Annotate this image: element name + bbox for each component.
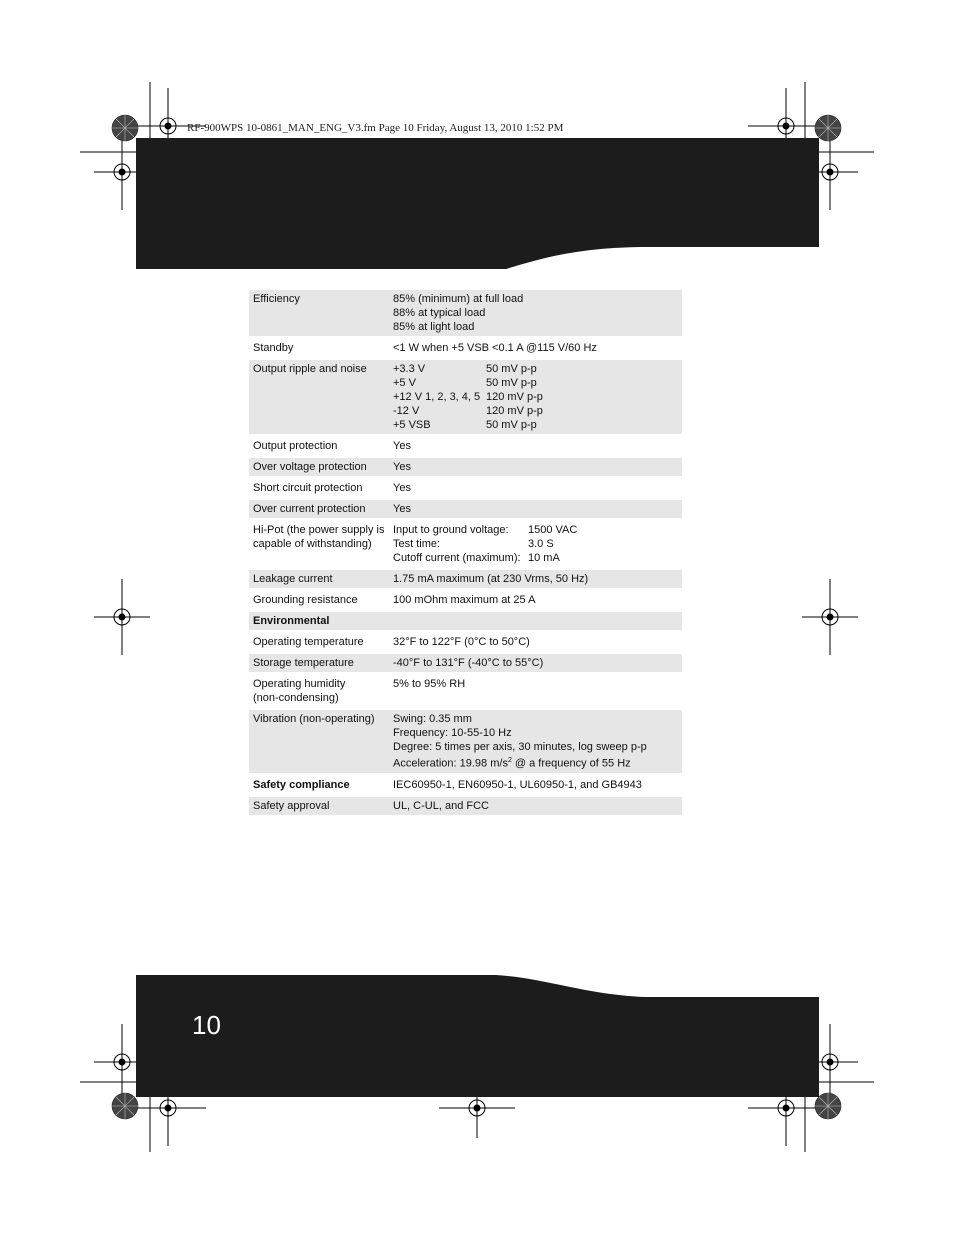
spec-value: Yes xyxy=(393,440,411,452)
spec-row-hipot xyxy=(249,521,682,567)
spec-value xyxy=(389,360,682,434)
spec-label: Safety approval xyxy=(249,797,389,815)
rail: +12 V 1, 2, 3, 4, 5 xyxy=(393,391,481,403)
spec-row-output-protection xyxy=(249,437,682,455)
spec-label: Over voltage protection xyxy=(249,458,389,476)
ripple-row xyxy=(393,404,678,418)
hipot-row xyxy=(393,523,678,537)
header-band xyxy=(136,138,819,269)
ripple-row xyxy=(393,376,678,390)
spec-row-leakage xyxy=(249,570,682,588)
ripple-row xyxy=(393,362,678,376)
spec-label: Operating temperature xyxy=(253,636,364,648)
rail-value: 50 mV p-p xyxy=(486,419,537,431)
hipot-value: 10 mA xyxy=(528,552,560,564)
spec-row-efficiency xyxy=(249,290,682,336)
spec-label: Efficiency xyxy=(249,290,389,336)
spec-row-grounding xyxy=(249,591,682,609)
spec-value: Yes xyxy=(389,500,682,518)
spec-row-vibration xyxy=(249,710,682,773)
spec-value xyxy=(389,612,682,630)
rail: +5 V xyxy=(393,377,416,389)
hipot-row xyxy=(393,551,678,565)
accel-prefix: Acceleration: 19.98 m/s xyxy=(393,757,508,770)
spec-line: Swing: 0.35 mm xyxy=(393,713,472,725)
spec-value xyxy=(389,290,682,336)
accel-superscript: 2 xyxy=(507,757,512,764)
specifications-table xyxy=(249,287,682,818)
spec-value: IEC60950-1, EN60950-1, UL60950-1, and GB4943 xyxy=(393,778,642,791)
spec-line: 85% at light load xyxy=(393,321,475,333)
spec-label xyxy=(249,521,389,567)
hipot-row xyxy=(393,537,678,551)
spec-label-line: Operating humidity xyxy=(253,678,346,690)
spec-value: UL, C-UL, and FCC xyxy=(389,797,682,815)
spec-label xyxy=(249,675,389,707)
spec-value: Yes xyxy=(393,482,411,494)
spec-line: 85% (minimum) at full load xyxy=(393,293,524,305)
spec-row-over-voltage xyxy=(249,458,682,476)
spec-value: 1.75 mA maximum (at 230 Vrms, 50 Hz) xyxy=(389,570,682,588)
footer-band xyxy=(136,975,819,1097)
spec-label: Output ripple and noise xyxy=(249,360,389,434)
ripple-row xyxy=(393,390,678,404)
spec-label-line: capable of withstanding) xyxy=(253,538,372,550)
accel-suffix: @ a frequency of 55 Hz xyxy=(511,757,631,770)
section-heading: Environmental xyxy=(249,612,389,630)
rail-value: 120 mV p-p xyxy=(486,391,543,403)
hipot-value: 1500 VAC xyxy=(528,524,578,536)
spec-value xyxy=(389,710,682,773)
spec-value xyxy=(389,521,682,567)
spec-label: Short circuit protection xyxy=(253,482,363,494)
spec-row-storage-temperature xyxy=(249,654,682,672)
hipot-name: Test time: xyxy=(393,538,441,550)
rail: +5 VSB xyxy=(393,419,431,431)
spec-row-safety-approval xyxy=(249,797,682,815)
spec-row-standby xyxy=(249,339,682,357)
spec-label: Vibration (non-operating) xyxy=(249,710,389,773)
rail-value: 50 mV p-p xyxy=(486,377,537,389)
spec-row-short-circuit xyxy=(249,479,682,497)
spec-value: Yes xyxy=(389,458,682,476)
spec-label: Standby xyxy=(253,342,294,354)
section-heading-environmental xyxy=(249,612,682,630)
rail-value: 50 mV p-p xyxy=(486,363,537,375)
spec-label-line: Hi-Pot (the power supply is xyxy=(253,524,385,536)
spec-row-safety-compliance xyxy=(249,776,682,794)
spec-line: 88% at typical load xyxy=(393,307,486,319)
spec-row-operating-temperature xyxy=(249,633,682,651)
rail: +3.3 V xyxy=(393,363,426,375)
spec-value: 100 mOhm maximum at 25 A xyxy=(393,594,536,606)
spec-label: Leakage current xyxy=(249,570,389,588)
spec-label: Output protection xyxy=(253,440,338,452)
hipot-name: Cutoff current (maximum): xyxy=(393,552,521,564)
spec-line-acceleration xyxy=(393,754,678,771)
spec-line: Degree: 5 times per axis, 30 minutes, log sweep p-p xyxy=(393,741,647,753)
spec-label: Grounding resistance xyxy=(253,594,358,606)
hipot-value: 3.0 S xyxy=(528,538,554,550)
spec-row-ripple xyxy=(249,360,682,434)
print-slug: RF-900WPS 10-0861_MAN_ENG_V3.fm Page 10 Friday, August 13, 2010 1:52 PM xyxy=(187,122,564,134)
spec-value: -40°F to 131°F (-40°C to 55°C) xyxy=(389,654,682,672)
spec-label: Safety compliance xyxy=(253,778,350,791)
spec-label-line: (non-condensing) xyxy=(253,692,339,704)
ripple-row xyxy=(393,418,678,432)
spec-row-over-current xyxy=(249,500,682,518)
rail-value: 120 mV p-p xyxy=(486,405,543,417)
spec-value: <1 W when +5 VSB <0.1 A @115 V/60 Hz xyxy=(393,342,597,354)
spec-value: 5% to 95% RH xyxy=(393,678,466,690)
spec-label: Over current protection xyxy=(249,500,389,518)
spec-label: Storage temperature xyxy=(249,654,389,672)
page-number: 10 xyxy=(192,1010,221,1040)
rail: -12 V xyxy=(393,405,420,417)
spec-value: 32°F to 122°F (0°C to 50°C) xyxy=(393,636,530,648)
spec-row-humidity xyxy=(249,675,682,707)
hipot-name: Input to ground voltage: xyxy=(393,524,509,536)
spec-line: Frequency: 10-55-10 Hz xyxy=(393,727,512,739)
